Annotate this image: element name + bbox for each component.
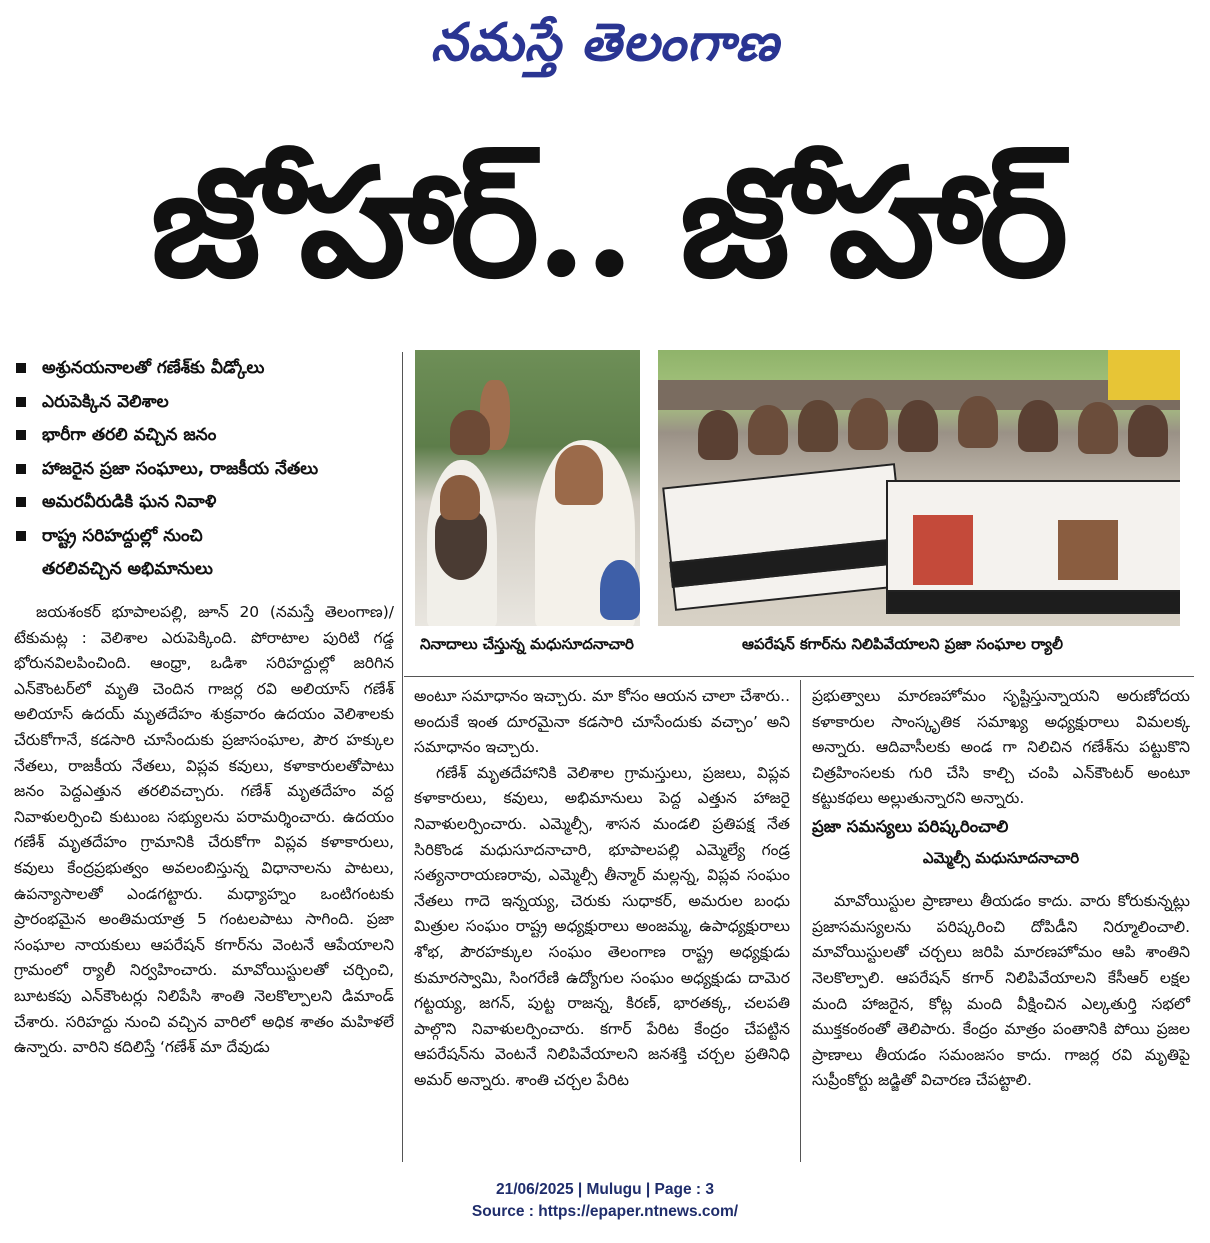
column2-text-b: గణేశ్ మృతదేహానికి వెలిశాల గ్రామస్తులు, ప్రజలు, విప్లవ కళాకారులు, కవులు, అభిమానులు పెద్ద ఎత్తున హాజరై నివాళులర్పించారు. ఎమ్మెల్సీ, శాసన మండలి ప్రతిపక్ష నేత సిరికొండ మధుసూదనాచారి, భూపాలపల్లి ఎమ్మెల్యే గండ్ర సత్యనారాయణరావు, ఎమ్మెల్సీ తీన్మార్ మల్లన్న, విప్లవ సంఘం నేతలు గాదె ఇన్నయ్య, చెరుకు సుధాకర్, అమరుల బంధు మిత్రుల సంఘం రాష్ట్ర అధ్యక్షురాలు అంజమ్మ, ఉపాధ్యక్షురాలు శోభ, పౌరహక్కుల సంఘం తెలంగాణ రాష్ట్ర అధ్యక్షుడు కుమారస్వామి, సింగరేణి ఉద్యోగుల సంఘం అధ్యక్షుడు దామెర గట్టయ్య, జగన్, పుట్ట రాజన్న, కిరణ్, భారతక్క, చలపతి పాల్గొని నివాళులర్పించారు. కగార్ పేరిట కేంద్రం చేపట్టిన ఆపరేషన్‌ను వెంటనే నిలిపివేయాలని జనశక్తి చర్చల ప్రతినిధి అమర్ అన్నారు. శాంతి చర్చల పేరిట [414,763,790,1089]
column3-subheading: ప్రజా సమస్యలు పరిష్కరించాలి [812,816,1009,836]
photo2-caption: ఆపరేషన్ కగార్‌ను నిలిపివేయాలని ప్రజా సంఘాల ర్యాలీ [742,635,1063,653]
bullet-square-icon [16,531,26,541]
column1-text: జయశంకర్ భూపాలపల్లి, జూన్ 20 (నమస్తే తెలంగాణ)/టేకుమట్ల : వెలిశాల ఎరుపెక్కింది. పోరాటాల పురిటి గడ్డ భోరునవిలపించింది. ఆంధ్రా, ఒడిశా సరిహద్దుల్లో జరిగిన ఎన్‌కౌంటర్‌లో మృతి చెందిన గాజర్ల రవి అలియాస్ గణేశ్ అలియాస్ ఉదయ్ మృతదేహం శుక్రవారం ఉదయం వెలిశాలకు చేరుకోగానే, కడసారి చూసేందుకు ప్రజాసంఘాల, పౌర హక్కుల నేతలు, రాజకీయ నేతలు, విప్లవ కవులు, కళాకారులతోపాటు జనం పెద్దఎత్తున తరలివచ్చారు. గణేశ్ మృతదేహం వద్ద నివాళులర్పించి కుటుంబ సభ్యులను పరామర్శించారు. ఉదయం గణేశ్ మృతదేహం గ్రామానికి చేరుకోగా విప్లవ కళాకారులు, కవులు కేంద్రప్రభుత్వం అవలంబిస్తున్న విధానాలను పాటలు, ఉపన్యాసాలతో ఎండగట్టారు. మధ్యాహ్నం ఒంటిగంటకు ప్రారంభమైన అంతిమయాత్ర 5 గంటలపాటు సాగింది. ప్రజా సంఘాల నాయకులు ఆపరేషన్ కగార్‌ను వెంటనే ఆపేయాలని గ్రామంలో ర్యాలీ నిర్వహించారు. మావోయిస్టులతో చర్చించి, బూటకపు ఎన్‌కౌంటర్లు నిలిపేసి శాంతి నెలకొల్పాలని డిమాండ్ చేశారు. సరిహద్దు నుంచి వచ్చిన వారిలో అధిక శాతం మహిళలే ఉన్నారు. వారిని కదిలిస్తే ‘గణేశ్ మా దేవుడు [14,603,394,1057]
photo-madhusudhanachari [415,350,640,626]
photo1-caption: నినాదాలు చేస్తున్న మధుసూదనాచారి [420,635,634,653]
highlight-item: రాష్ట్ర సరిహద్దుల్లో నుంచి [14,520,394,554]
headline: జోహార్.. జోహార్ [150,135,1065,311]
bullet-square-icon [16,497,26,507]
article-column-1 [14,600,394,1061]
bullet-square-icon [16,397,26,407]
highlight-item: భారీగా తరలి వచ్చిన జనం [14,419,394,453]
column-divider-right [800,680,801,1162]
photo-rally [658,350,1180,626]
column3-byline: ఎమ్మెల్సీ మధుసూదనాచారి [922,848,1080,867]
bullet-square-icon [16,363,26,373]
masthead-logo: నమస్తే తెలంగాణ [430,12,780,73]
highlight-item: అమరవీరుడికి ఘన నివాళి [14,486,394,520]
footer-date-page: 21/06/2025 | Mulugu | Page : 3 [495,1181,714,1198]
highlights-list [14,352,394,587]
highlight-item: అశ్రునయనాలతో గణేశ్‌కు వీడ్కోలు [14,352,394,386]
column3-text-a: ప్రభుత్వాలు మారణహోమం సృష్టిస్తున్నాయని అరుణోదయ కళాకారుల సాంస్కృతిక సమాఖ్య అధ్యక్షురాలు విమలక్క అన్నారు. ఆదివాసీలకు అండ గా నిలిచిన గణేశ్‌ను పట్టుకొని చిత్రహింసలకు గురి చేసి కాల్చి చంపి ఎన్‌కౌంటర్ అంటూ కట్టుకథలు అల్లుతున్నారని అన్నారు. [812,687,1190,808]
article-column-3 [812,684,1190,1094]
caption-divider [404,676,1194,677]
column-divider-left [402,352,403,1162]
highlight-item: హాజరైన ప్రజా సంఘాలు, రాజకీయ నేతలు [14,453,394,487]
column2-text-a: అంటూ సమాధానం ఇచ్చారు. మా కోసం ఆయన చాలా చేశారు.. అందుకే ఇంత దూరమైనా కడసారి చూసేందుకు వచ్చాం’ అని సమాధానం ఇచ్చారు. [414,687,791,757]
bullet-square-icon [16,464,26,474]
footer-source: Source : https://epaper.ntnews.com/ [471,1203,739,1220]
bullet-square-icon [16,430,26,440]
highlight-item-continued: తరలివచ్చిన అభిమానులు [42,559,213,579]
article-column-2 [414,684,790,1094]
column3-text-b: మావోయిస్టుల ప్రాణాలు తీయడం కాదు. వారు కోరుకున్నట్లు ప్రజాసమస్యలను పరిష్కరించి దోపిడీని నిర్మూలించాలి. మావోయిస్టులతో చర్చలు జరిపి మారణహోమం ఆపి శాంతిని నెలకొల్పాలి. ఆపరేషన్ కగార్ నిలిపివేయాలని కేసీఆర్ లక్షల మంది హాజరైన, కోట్ల మంది వీక్షించిన ఎల్కతుర్తి సభలో ముక్తకంఠంతో తెలిపారు. కేంద్రం మాత్రం పంతానికి పోయి ప్రజల ప్రాణాలు తీయడం సమంజసం కాదు. గాజర్ల రవి మృతిపై సుప్రీంకోర్టు జడ్జితో విచారణ చేపట్టాలి. [812,892,1190,1090]
highlight-item: ఎరుపెక్కిన వెలిశాల [14,386,394,420]
